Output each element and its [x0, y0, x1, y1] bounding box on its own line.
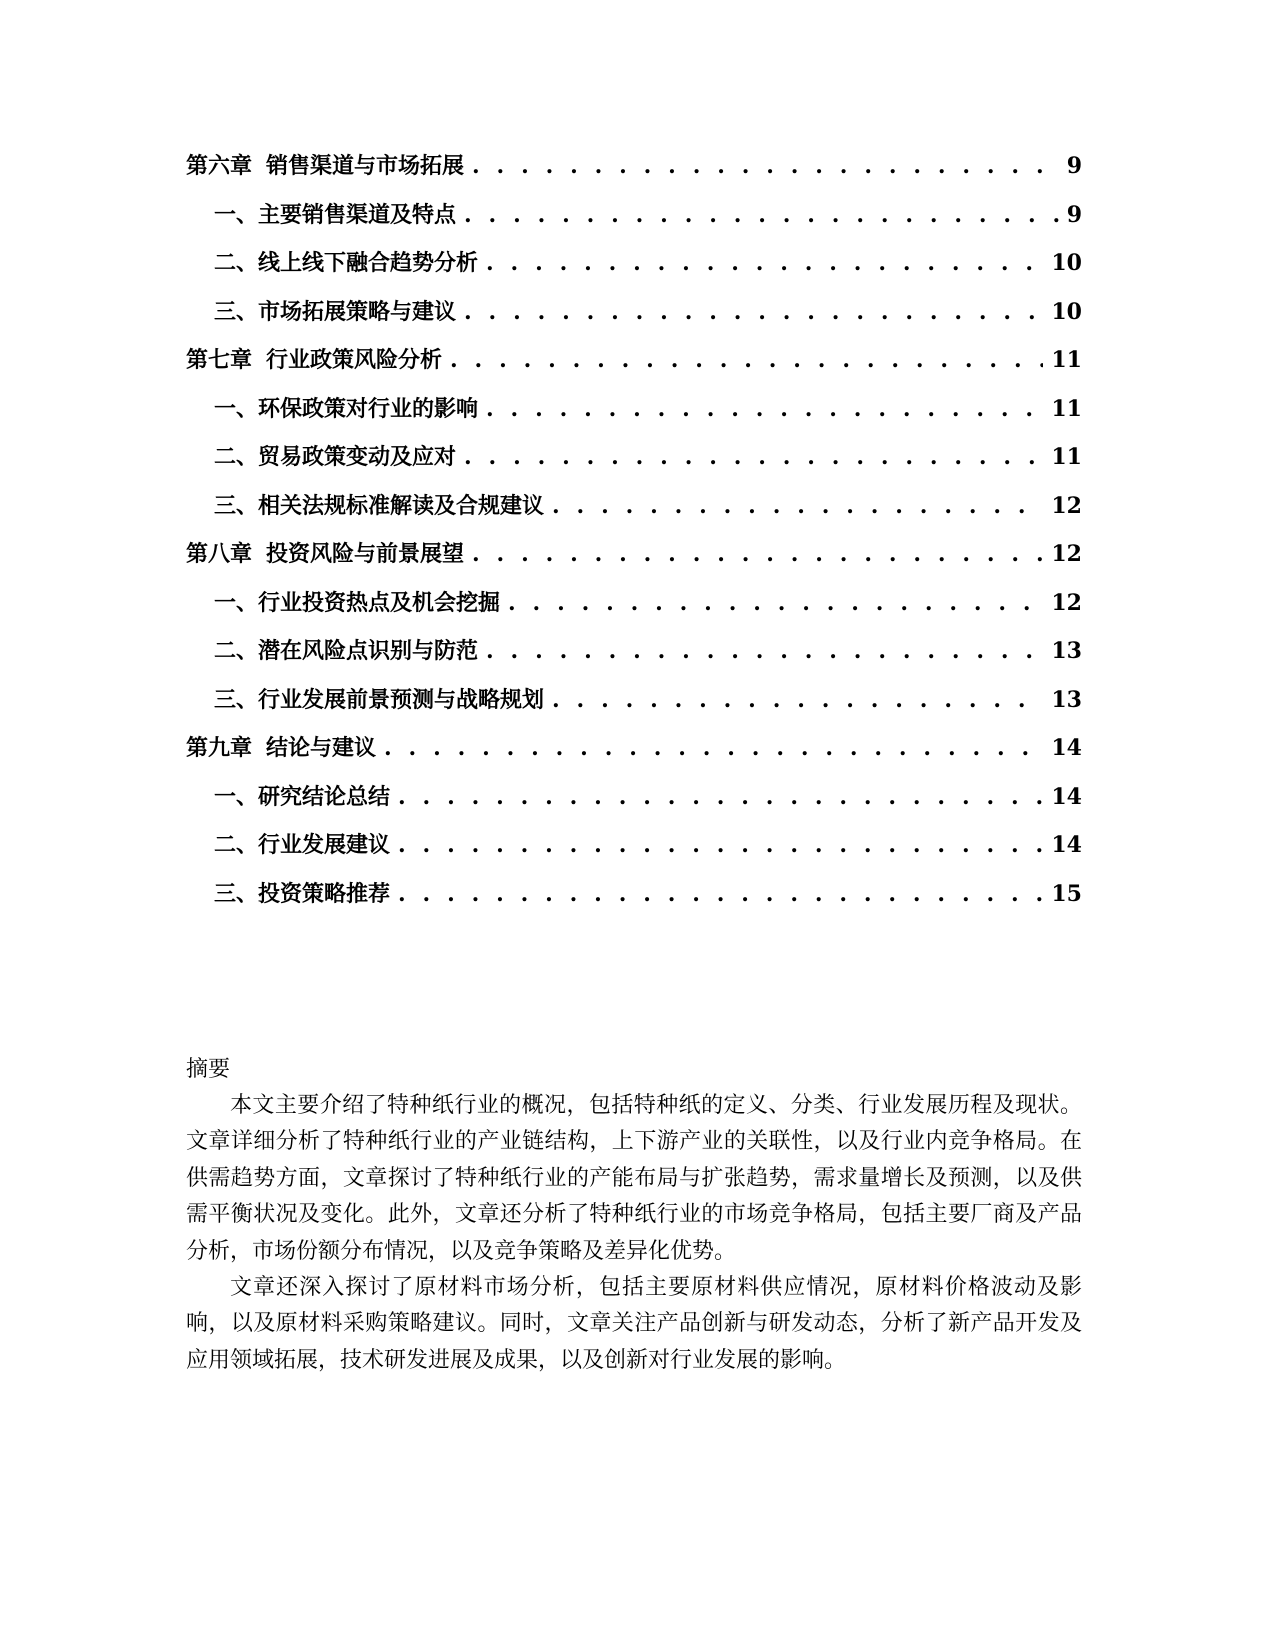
toc-page-number: 14	[1051, 735, 1082, 761]
toc-section-entry[interactable]	[186, 288, 1082, 337]
toc-entry-title: 结论与建议	[266, 735, 377, 761]
toc-page-number: 14	[1051, 832, 1082, 858]
toc-entry-number: 第七章	[186, 347, 253, 373]
toc-entry-title: 销售渠道与市场拓展	[266, 153, 465, 179]
toc-entry-number: 三、	[214, 492, 259, 519]
toc-page-number: 12	[1051, 492, 1082, 519]
toc-section-entry[interactable]	[186, 433, 1082, 482]
toc-dot-leader	[398, 773, 1043, 822]
toc-page-number: 11	[1051, 395, 1082, 422]
toc-section-entry[interactable]	[186, 191, 1082, 240]
toc-entry-number: 第六章	[186, 153, 253, 179]
toc-page-number: 11	[1051, 347, 1082, 373]
toc-entry-title: 环保政策对行业的影响	[258, 395, 479, 422]
toc-dot-leader	[450, 336, 1043, 385]
toc-entry-number: 二、	[214, 444, 259, 470]
toc-dot-leader	[464, 433, 1043, 482]
toc-dot-leader	[552, 482, 1043, 531]
toc-dot-leader	[472, 530, 1043, 579]
toc-dot-leader	[398, 870, 1043, 919]
toc-entry-number: 一、	[214, 201, 259, 228]
toc-page-number: 15	[1051, 880, 1082, 907]
toc-section-entry[interactable]	[186, 579, 1082, 628]
toc-chapter-entry[interactable]	[186, 530, 1082, 579]
toc-section-entry[interactable]	[186, 482, 1082, 531]
toc-dot-leader	[464, 191, 1059, 240]
toc-entry-number: 一、	[214, 589, 259, 616]
abstract-paragraph: 本文主要介绍了特种纸行业的概况，包括特种纸的定义、分类、行业发展历程及现状。文章详细分析了特种纸行业的产业链结构，上下游产业的关联性，以及行业内竞争格局。在供需趋势方面，文章探讨了特种纸行业的产能布局与扩张趋势，需求量增长及预测，以及供需平衡状况及变化。此外，文章还分析了特种纸行业的市场竞争格局，包括主要厂商及产品分析，市场份额分布情况，以及竞争策略及差异化优势。	[186, 1093, 1082, 1264]
toc-entry-number: 二、	[214, 250, 259, 276]
toc-entry-title: 行业发展前景预测与战略规划	[258, 686, 545, 713]
toc-entry-title: 行业政策风险分析	[266, 347, 443, 373]
toc-page-number: 12	[1051, 589, 1082, 616]
toc-page-number: 12	[1051, 541, 1082, 567]
toc-entry-title: 行业投资热点及机会挖掘	[258, 589, 501, 616]
toc-entry-number: 二、	[214, 638, 259, 664]
toc-section-entry[interactable]	[186, 385, 1082, 434]
toc-entry-number: 一、	[214, 783, 259, 810]
abstract-title: 摘要	[186, 1057, 231, 1082]
toc-dot-leader	[486, 627, 1043, 676]
toc-dot-leader	[472, 142, 1059, 191]
toc-dot-leader	[464, 288, 1043, 337]
toc-dot-leader	[508, 579, 1043, 628]
toc-entry-number: 二、	[214, 832, 259, 858]
toc-entry-title: 投资策略推荐	[258, 880, 391, 907]
toc-entry-title: 行业发展建议	[258, 832, 391, 858]
toc-entry-number: 第八章	[186, 541, 253, 567]
abstract-section	[186, 1052, 1082, 1379]
toc-entry-number: 三、	[214, 686, 259, 713]
toc-page-number: 14	[1051, 783, 1082, 810]
abstract-paragraph: 文章还深入探讨了原材料市场分析，包括主要原材料供应情况，原材料价格波动及影响，以及原材料采购策略建议。同时，文章关注产品创新与研发动态，分析了新产品开发及应用领域拓展，技术研发进展及成果，以及创新对行业发展的影响。	[186, 1275, 1082, 1373]
toc-dot-leader	[486, 385, 1043, 434]
toc-entry-number: 第九章	[186, 735, 253, 761]
toc-entry-title: 市场拓展策略与建议	[258, 298, 457, 325]
toc-section-entry[interactable]	[186, 676, 1082, 725]
toc-section-entry[interactable]	[186, 821, 1082, 870]
toc-page-number: 13	[1051, 638, 1082, 664]
table-of-contents	[186, 142, 1082, 918]
toc-entry-number: 一、	[214, 395, 259, 422]
toc-dot-leader	[486, 239, 1043, 288]
toc-page-number: 10	[1051, 298, 1082, 325]
toc-dot-leader	[552, 676, 1043, 725]
toc-chapter-entry[interactable]	[186, 724, 1082, 773]
toc-entry-title: 贸易政策变动及应对	[258, 444, 457, 470]
toc-page-number: 9	[1066, 201, 1082, 228]
toc-page-number: 13	[1051, 686, 1082, 713]
toc-section-entry[interactable]	[186, 870, 1082, 919]
toc-page-number: 9	[1066, 153, 1082, 179]
toc-entry-title: 投资风险与前景展望	[266, 541, 465, 567]
toc-page-number: 10	[1051, 250, 1082, 276]
toc-entry-title: 主要销售渠道及特点	[258, 201, 457, 228]
toc-entry-number: 三、	[214, 298, 259, 325]
toc-entry-title: 研究结论总结	[258, 783, 391, 810]
toc-entry-title: 相关法规标准解读及合规建议	[258, 492, 545, 519]
toc-page-number: 11	[1051, 444, 1082, 470]
toc-chapter-entry[interactable]	[186, 142, 1082, 191]
toc-section-entry[interactable]	[186, 773, 1082, 822]
toc-section-entry[interactable]	[186, 239, 1082, 288]
toc-chapter-entry[interactable]	[186, 336, 1082, 385]
toc-dot-leader	[384, 724, 1043, 773]
toc-entry-title: 潜在风险点识别与防范	[258, 638, 479, 664]
toc-section-entry[interactable]	[186, 627, 1082, 676]
toc-entry-number: 三、	[214, 880, 259, 907]
toc-entry-title: 线上线下融合趋势分析	[258, 250, 479, 276]
toc-dot-leader	[398, 821, 1043, 870]
